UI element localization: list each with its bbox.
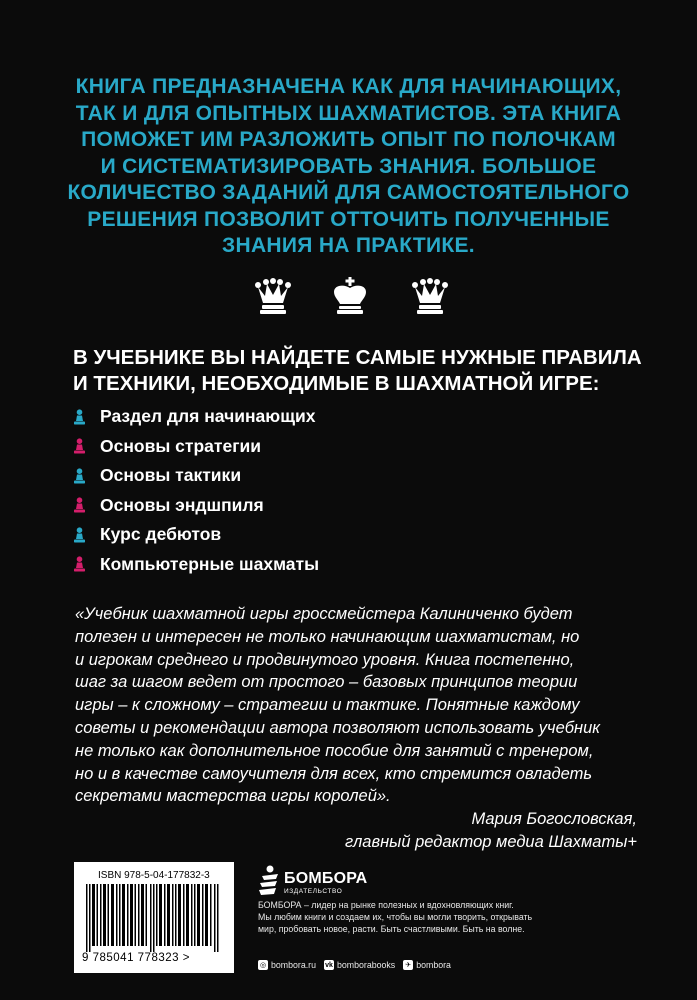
telegram-icon: ✈ [403,960,413,970]
lead-line: И ТЕХНИКИ, НЕОБХОДИМЫЕ В ШАХМАТНОЙ ИГРЕ: [73,372,600,395]
barcode-block [74,862,234,973]
isbn-text: ISBN 978-5-04-177832-3 [98,870,210,881]
quote-author: Мария Богословская, [471,810,637,829]
vk-icon: vk [325,961,333,969]
quote-line: советы и рекомендации автора позволяют использовать учебник [75,718,601,737]
king-icon [330,276,370,316]
queen-icon [253,276,293,316]
social-link-site[interactable] [258,960,316,970]
pawn-icon [73,497,86,513]
review-quote [75,603,665,854]
publisher-name: БОМБОРА [284,870,368,887]
social-link-vk[interactable] [324,960,395,970]
chess-pieces-row [0,276,697,320]
queen-icon [410,276,450,316]
lead-line: В УЧЕБНИКЕ ВЫ НАЙДЕТЕ САМЫЕ НУЖНЫЕ ПРАВИЛА [73,346,642,369]
intro-line: ПОМОЖЕТ ИМ РАЗЛОЖИТЬ ОПЫТ ПО ПОЛОЧКАМ [81,128,616,151]
list-item-label: Основы эндшпиля [100,494,264,515]
list-item [73,550,319,580]
quote-line: и игрокам среднего и продвинутого уровня. Книга постепенно, [75,650,575,669]
quote-line: игры – к сложному – стратегии и тактике. Понятные каждому [75,696,580,715]
about-line: БОМБОРА – лидер на рынке полезных и вдохновляющих книг. [258,900,514,910]
list-item [73,520,319,550]
publisher-subtitle: ИЗДАТЕЛЬСТВО [284,888,343,895]
quote-line: секретами мастерства игры королей». [75,787,391,806]
barcode-digits: 9 785041 778323 > [82,952,190,964]
list-item [73,491,319,521]
quote-author-role: главный редактор медиа Шахматы+ [345,832,637,851]
list-item-label: Курс дебютов [100,524,222,545]
list-item-label: Компьютерные шахматы [100,553,320,574]
intro-line: КНИГА ПРЕДНАЗНАЧЕНА КАК ДЛЯ НАЧИНАЮЩИХ, [75,75,622,98]
quote-line: «Учебник шахматной игры гроссмейстера Калиниченко будет [75,605,573,623]
quote-line: шаг за шагом ведет от простого – базовых принципов теории [75,673,578,692]
pawn-icon [73,409,86,425]
quote-line: но и в качестве самоучителя для всех, кто стремится овладеть [75,764,593,783]
list-item-label: Основы тактики [100,465,242,486]
publisher-logo [258,862,388,898]
quote-line: полезен и интересен не только начинающим шахматистам, но [75,627,580,646]
list-item [73,432,319,462]
quote-line: не только как дополнительное пособие для занятий с тренером, [75,741,594,760]
intro-line: И СИСТЕМАТИЗИРОВАТЬ ЗНАНИЯ. БОЛЬШОЕ [100,154,597,178]
topics-list [73,402,319,579]
instagram-icon: ◎ [259,962,267,969]
publisher-logo-icon [258,864,280,896]
social-label: bombora.ru [271,960,316,970]
intro-line: РЕШЕНИЯ ПОЗВОЛИТ ОТТОЧИТЬ ПОЛУЧЕННЫЕ [87,207,610,231]
list-item [73,402,319,432]
social-label: bombora [416,960,451,970]
intro-line: ТАК И ДЛЯ ОПЫТНЫХ ШАХМАТИСТОВ. ЭТА КНИГА [75,101,622,125]
pawn-icon [73,468,86,484]
pawn-icon [73,527,86,543]
publisher-about [258,900,678,935]
pawn-icon [73,556,86,572]
lead-heading [73,345,673,397]
intro-text [40,74,657,260]
pawn-icon [73,438,86,454]
intro-line: ЗНАНИЯ НА ПРАКТИКЕ. [222,234,475,257]
about-line: мир, пробовать новое, расти. Быть счастливыми. Быть на волне. [258,923,525,934]
list-item [73,461,319,491]
list-item-label: Основы стратегии [100,435,262,456]
social-label: bomborabooks [337,960,396,970]
publisher-socials [258,960,459,970]
about-line: Мы любим книги и создаем их, чтобы вы могли творить, открывать [258,911,533,922]
social-link-telegram[interactable] [403,960,451,970]
barcode-image [86,884,222,952]
intro-line: КОЛИЧЕСТВО ЗАДАНИЙ ДЛЯ САМОСТОЯТЕЛЬНОГО [67,181,630,204]
list-item-label: Раздел для начинающих [100,406,316,427]
